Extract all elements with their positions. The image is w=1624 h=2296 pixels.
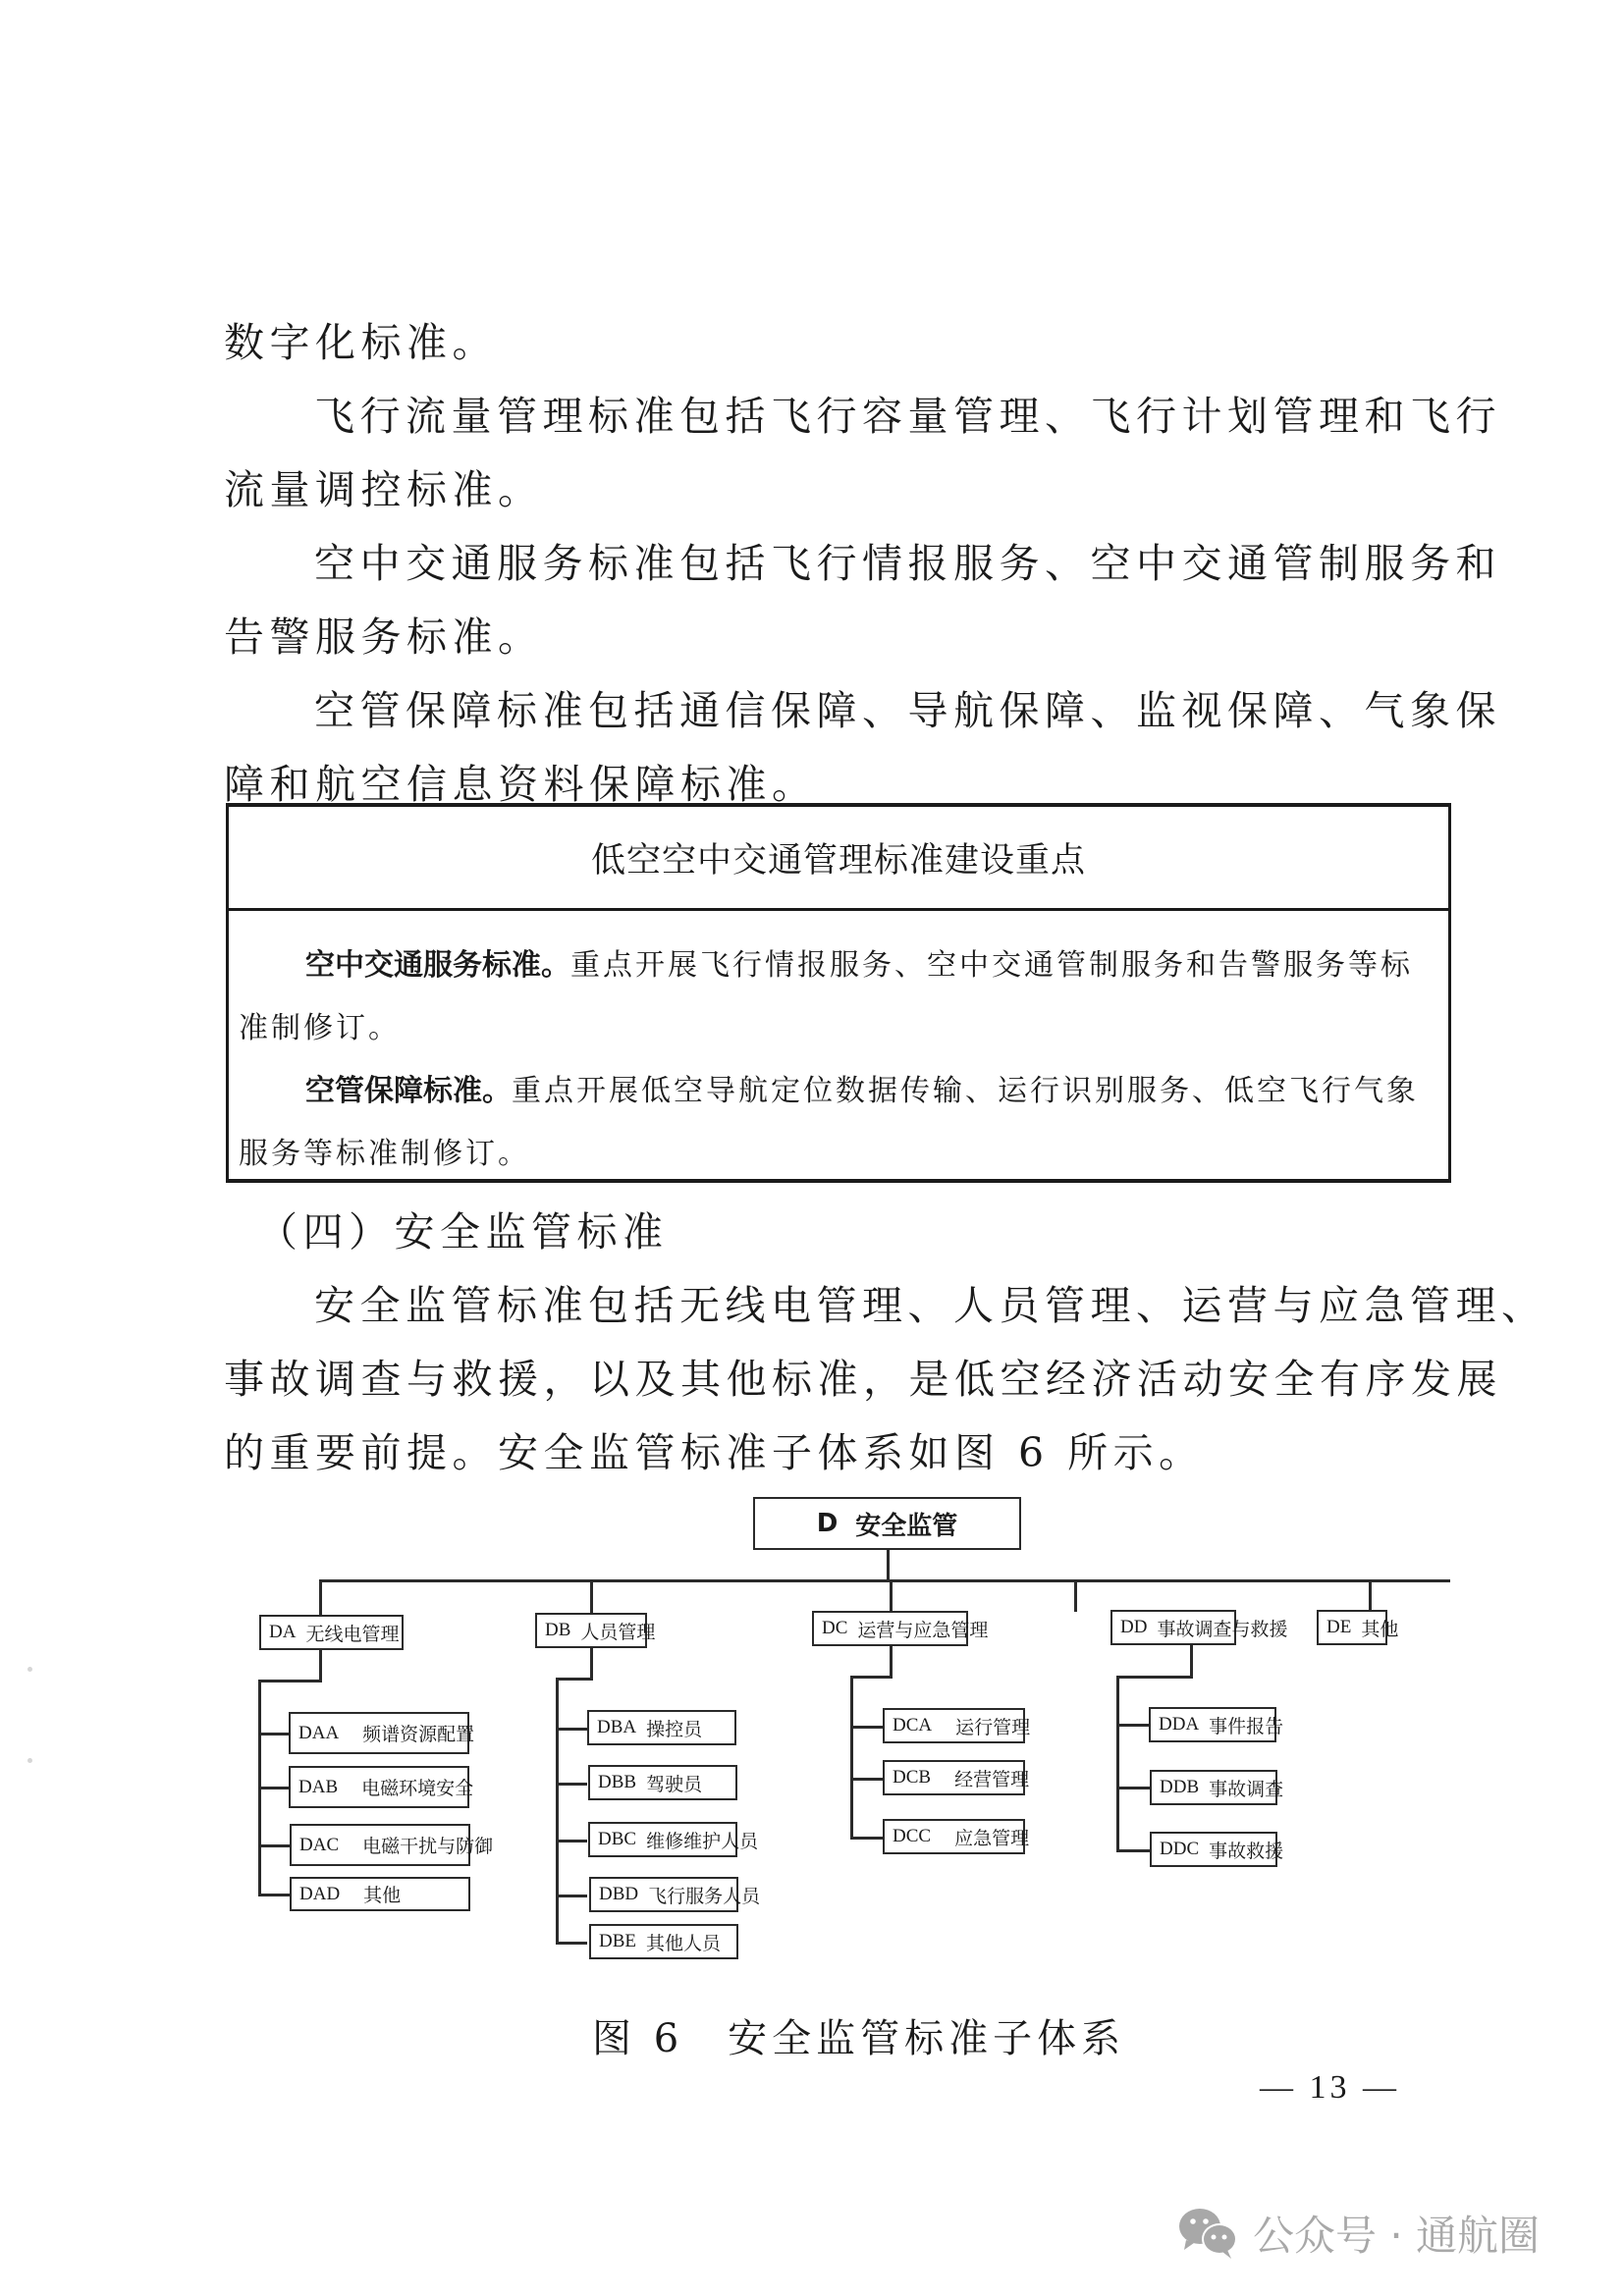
node-label: 事件报告 bbox=[1209, 1716, 1284, 1737]
node-code: DCC bbox=[893, 1826, 932, 1846]
key-point-ats-text: 重点开展飞行情报服务、空中交通管制服务和告警服务等标 bbox=[570, 948, 1413, 983]
connector bbox=[887, 1549, 890, 1580]
connector bbox=[1116, 1676, 1193, 1679]
section-paragraph-cont: 的重要前提。安全监管标准子体系如图 6 所示。 bbox=[224, 1429, 1205, 1476]
key-point-ats bbox=[305, 940, 1413, 984]
node-label: 电磁干扰与防御 bbox=[362, 1837, 494, 1857]
node-code: D bbox=[816, 1509, 839, 1538]
key-point-atc-support-heading: 空管保障标准。 bbox=[305, 1074, 512, 1108]
connector bbox=[850, 1676, 893, 1679]
watermark-text: 公众号 · 通航圈 bbox=[1253, 2212, 1541, 2260]
connector bbox=[1074, 1579, 1077, 1612]
key-points-title: 低空空中交通管理标准建设重点 bbox=[229, 807, 1448, 911]
child-node-dda bbox=[1149, 1707, 1284, 1742]
connector bbox=[319, 1649, 322, 1682]
node-code: DCB bbox=[893, 1767, 932, 1788]
node-label: 运行管理 bbox=[955, 1717, 1031, 1738]
connector bbox=[556, 1895, 587, 1897]
child-node-dbe bbox=[589, 1924, 738, 1959]
key-point-atc-support bbox=[305, 1066, 1419, 1109]
paragraph-flow-management: 飞行流量管理标准包括飞行容量管理、飞行计划管理和飞行 bbox=[314, 393, 1501, 440]
connector bbox=[590, 1579, 593, 1614]
connector bbox=[890, 1579, 893, 1612]
group-node-dc bbox=[812, 1611, 989, 1646]
connector bbox=[1116, 1787, 1151, 1789]
node-label: 安全监管 bbox=[855, 1511, 958, 1541]
paragraph-atc-support: 空管保障标准包括通信保障、导航保障、监视保障、气象保 bbox=[314, 687, 1501, 734]
scan-artifact bbox=[27, 1758, 32, 1763]
section-paragraph-cont: 事故调查与救援，以及其他标准，是低空经济活动安全有序发展 bbox=[224, 1356, 1502, 1403]
node-code: DE bbox=[1326, 1617, 1352, 1637]
connector bbox=[556, 1678, 559, 1944]
node-label: 运营与应急管理 bbox=[857, 1620, 989, 1641]
node-label: 应急管理 bbox=[954, 1828, 1030, 1849]
key-point-atc-support-cont: 服务等标准制修订。 bbox=[239, 1137, 530, 1171]
connector bbox=[1116, 1724, 1151, 1727]
connector bbox=[850, 1676, 853, 1839]
wechat-icon bbox=[1178, 2207, 1239, 2260]
child-node-dca bbox=[883, 1708, 1031, 1743]
connector bbox=[258, 1894, 291, 1896]
group-node-da bbox=[259, 1615, 404, 1650]
child-node-dbb bbox=[588, 1765, 737, 1800]
child-node-dbd bbox=[589, 1877, 761, 1912]
node-label: 事故调查 bbox=[1209, 1779, 1284, 1800]
group-node-de bbox=[1317, 1610, 1399, 1645]
node-code: DDB bbox=[1160, 1777, 1200, 1797]
scan-artifact bbox=[27, 1667, 32, 1672]
node-code: DBB bbox=[598, 1772, 637, 1792]
child-node-dba bbox=[587, 1710, 736, 1745]
node-label: 事故调查与救援 bbox=[1157, 1619, 1288, 1640]
node-code: DBA bbox=[597, 1717, 637, 1737]
connector bbox=[556, 1678, 593, 1681]
node-code: DA bbox=[269, 1622, 297, 1642]
paragraph-air-traffic-services: 空中交通服务标准包括飞行情报服务、空中交通管制服务和 bbox=[314, 540, 1501, 587]
node-code: DC bbox=[822, 1618, 848, 1638]
node-code: DAA bbox=[298, 1722, 340, 1743]
key-point-atc-support-text: 重点开展低空导航定位数据传输、运行识别服务、低空飞行气象 bbox=[512, 1074, 1419, 1108]
child-node-dbc bbox=[588, 1822, 759, 1857]
child-node-dcc bbox=[883, 1819, 1030, 1854]
node-label: 飞行服务人员 bbox=[648, 1886, 761, 1907]
node-code: DAD bbox=[299, 1883, 341, 1904]
node-code: DB bbox=[545, 1620, 571, 1640]
connector bbox=[258, 1733, 291, 1735]
child-node-dac bbox=[290, 1824, 494, 1866]
node-code: DBD bbox=[599, 1884, 639, 1904]
node-label: 驾驶员 bbox=[646, 1774, 703, 1795]
child-node-ddb bbox=[1150, 1770, 1284, 1805]
node-code: DAB bbox=[298, 1776, 339, 1797]
connector bbox=[1369, 1579, 1372, 1612]
node-code: DCA bbox=[893, 1715, 933, 1735]
node-code: DBC bbox=[598, 1829, 637, 1849]
connector bbox=[258, 1844, 291, 1847]
paragraph-air-traffic-services-cont: 告警服务标准。 bbox=[224, 614, 544, 661]
paragraph-flow-management-cont: 流量调控标准。 bbox=[224, 466, 544, 513]
node-code: DDA bbox=[1159, 1714, 1200, 1735]
node-label: 其他人员 bbox=[646, 1933, 722, 1954]
section-heading: （四）安全监管标准 bbox=[257, 1208, 669, 1255]
page-number: — 13 — bbox=[1260, 2069, 1400, 2106]
node-label: 其他 bbox=[1361, 1619, 1399, 1640]
connector bbox=[850, 1778, 885, 1781]
connector bbox=[556, 1783, 587, 1786]
child-node-daa bbox=[289, 1712, 475, 1754]
connector bbox=[890, 1645, 893, 1678]
node-label: 其他 bbox=[363, 1886, 402, 1906]
section-paragraph: 安全监管标准包括无线电管理、人员管理、运营与应急管理、 bbox=[314, 1282, 1547, 1329]
key-point-ats-heading: 空中交通服务标准。 bbox=[305, 948, 570, 983]
child-node-dad bbox=[290, 1877, 470, 1911]
node-code: DD bbox=[1120, 1617, 1148, 1637]
node-label: 操控员 bbox=[646, 1719, 703, 1740]
connector bbox=[850, 1726, 885, 1729]
connector bbox=[319, 1579, 322, 1616]
node-label: 事故救援 bbox=[1209, 1841, 1284, 1862]
group-node-db bbox=[535, 1613, 656, 1648]
connector bbox=[590, 1647, 593, 1680]
connector bbox=[258, 1787, 291, 1789]
child-node-ddc bbox=[1150, 1832, 1284, 1867]
node-code: DAC bbox=[299, 1834, 340, 1855]
connector bbox=[1116, 1849, 1151, 1852]
connector bbox=[850, 1837, 885, 1840]
paragraph-atc-support-cont: 障和航空信息资料保障标准。 bbox=[224, 761, 818, 808]
child-node-dcb bbox=[883, 1760, 1030, 1795]
node-label: 无线电管理 bbox=[305, 1624, 400, 1645]
key-point-ats-cont: 准制修订。 bbox=[239, 1011, 401, 1045]
node-code: DBE bbox=[599, 1931, 636, 1951]
diagram-root-node bbox=[753, 1497, 1021, 1550]
body-line: 数字化标准。 bbox=[224, 319, 498, 366]
connector bbox=[258, 1680, 322, 1682]
node-label: 人员管理 bbox=[580, 1622, 656, 1643]
connector bbox=[556, 1942, 587, 1945]
connector-bus bbox=[319, 1579, 1450, 1582]
node-label: 电磁环境安全 bbox=[361, 1779, 474, 1799]
node-label: 经营管理 bbox=[954, 1769, 1030, 1790]
node-code: DDC bbox=[1160, 1839, 1200, 1859]
child-node-dab bbox=[289, 1766, 474, 1808]
connector bbox=[556, 1728, 587, 1731]
key-points-box bbox=[226, 803, 1451, 1183]
watermark bbox=[1178, 2204, 1540, 2263]
group-node-dd bbox=[1110, 1610, 1288, 1645]
connector bbox=[556, 1840, 587, 1842]
connector bbox=[1190, 1645, 1193, 1678]
node-label: 频谱资源配置 bbox=[362, 1725, 475, 1745]
connector bbox=[1116, 1676, 1119, 1851]
node-label: 维修维护人员 bbox=[646, 1831, 759, 1852]
figure-caption: 图 6 安全监管标准子体系 bbox=[592, 2016, 1126, 2061]
